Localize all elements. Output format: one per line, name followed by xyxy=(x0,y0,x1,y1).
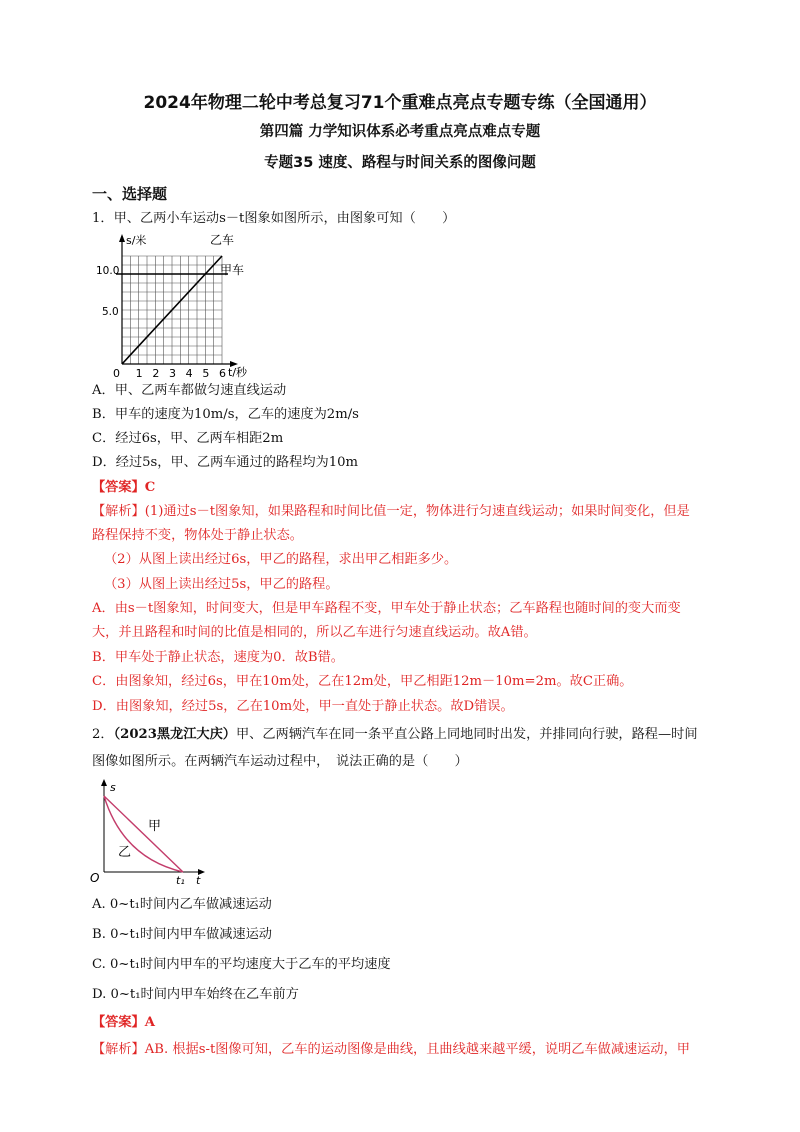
q1-y-arrow xyxy=(119,234,125,242)
q1-yi-label: 乙车 xyxy=(210,233,235,247)
q2-stem-1 xyxy=(92,725,698,745)
q1-st-graph xyxy=(96,232,284,382)
q2-answer: 【答案】A xyxy=(92,1015,155,1030)
q2-jia-label: 甲 xyxy=(148,819,162,834)
q1-xtick-4: 4 xyxy=(185,367,193,380)
q1-analysis-8: C．由图象知，经过6s，甲在10m处，乙在12m处，甲乙相距12m－10m=2m。故C正确。 xyxy=(92,674,633,689)
q2-y-arrow xyxy=(101,779,107,786)
q2-x-label: t xyxy=(196,874,201,887)
q1-option-b: B．甲车的速度为10m/s，乙车的速度为2m/s xyxy=(92,407,359,422)
q1-xtick-2: 2 xyxy=(152,367,160,380)
q2-option-c: C. 0~t₁时间内甲车的平均速度大于乙车的平均速度 xyxy=(92,957,391,972)
q1-xtick-5: 5 xyxy=(202,367,210,380)
q2-analysis-1: 【解析】AB. 根据s-t图像可知，乙车的运动图像是曲线，且曲线越来越平缓，说明乙车做减速运动，甲 xyxy=(92,1042,690,1057)
q1-ytick-5: 5.0 xyxy=(102,306,119,318)
q2-option-a: A. 0~t₁时间内乙车做减速运动 xyxy=(92,897,272,912)
q1-analysis-6: 大，并且路程和时间的比值是相同的，所以乙车进行匀速直线运动。故A错。 xyxy=(92,625,537,640)
q1-xtick-3: 3 xyxy=(169,367,176,380)
q2-y-label: s xyxy=(110,781,116,794)
q1-jia-label: 甲车 xyxy=(220,263,245,277)
q2-option-d: D. 0~t₁时间内甲车始终在乙车前方 xyxy=(92,987,299,1002)
q2-source: （2023黑龙江大庆） xyxy=(113,727,236,742)
q1-xtick-1: 1 xyxy=(135,367,143,380)
q1-option-d: D．经过5s，甲、乙两车通过的路程均为10m xyxy=(92,455,359,470)
q1-analysis-7: B．甲车处于静止状态，速度为0．故B错。 xyxy=(92,650,344,665)
q1-analysis-2: 路程保持不变，物体处于静止状态。 xyxy=(92,528,303,543)
topic-title: 专题35 速度、路程与时间关系的图像问题 xyxy=(264,155,536,171)
q1-analysis-1: 【解析】(1)通过s－t图象知，如果路程和时间比值一定，物体进行匀速直线运动；如果时间变化，但是 xyxy=(92,504,690,519)
q1-analysis-5: A．由s－t图象知，时间变大，但是甲车路程不变，甲车处于静止状态；乙车路程也随时间的变大而变 xyxy=(92,601,681,616)
q2-stem-text: 甲、乙两辆汽车在同一条平直公路上同地同时出发，并排同向行驶，路程—时间 xyxy=(236,727,698,742)
q1-x-label: t/秒 xyxy=(228,366,248,379)
paper-title: 2024年物理二轮中考总复习71个重难点亮点专题专练（全国通用） xyxy=(143,93,657,113)
q2-option-b: B. 0~t₁时间内甲车做减速运动 xyxy=(92,927,272,942)
section-heading: 一、选择题 xyxy=(92,185,168,203)
q2-yi-label: 乙 xyxy=(118,845,132,860)
q2-number: 2． xyxy=(92,727,114,742)
q1-answer: 【答案】C xyxy=(92,480,156,495)
q1-y-label: s/米 xyxy=(126,234,147,247)
q2-line-jia xyxy=(104,796,183,872)
part-title: 第四篇 力学知识体系必考重点亮点难点专题 xyxy=(259,124,541,140)
q1-option-c: C．经过6s，甲、乙两车相距2m xyxy=(92,431,284,446)
q2-stem-2: 图像如图所示。在两辆汽车运动过程中， 说法正确的是（ ） xyxy=(92,754,468,769)
q1-analysis-3: （2）从图上读出经过6s，甲乙的路程，求出甲乙相距多少。 xyxy=(104,552,458,567)
q1-ytick-10: 10.0 xyxy=(96,265,120,277)
q1-xtick-6: 6 xyxy=(219,367,226,380)
q1-stem: 1．甲、乙两小车运动s－t图象如图所示，由图象可知（ ） xyxy=(92,211,456,226)
q2-origin: O xyxy=(90,871,100,885)
q1-xtick-0: 0 xyxy=(113,367,120,380)
q1-analysis-9: D．由图象知，经过5s，乙在10m处，甲一直处于静止状态。故D错误。 xyxy=(92,699,514,714)
q2-t1-label: t₁ xyxy=(176,874,185,887)
q2-st-graph xyxy=(88,776,218,888)
q1-option-a: A．甲、乙两车都做匀速直线运动 xyxy=(92,383,287,398)
q1-analysis-4: （3）从图上读出经过5s，甲乙的路程。 xyxy=(104,577,339,592)
